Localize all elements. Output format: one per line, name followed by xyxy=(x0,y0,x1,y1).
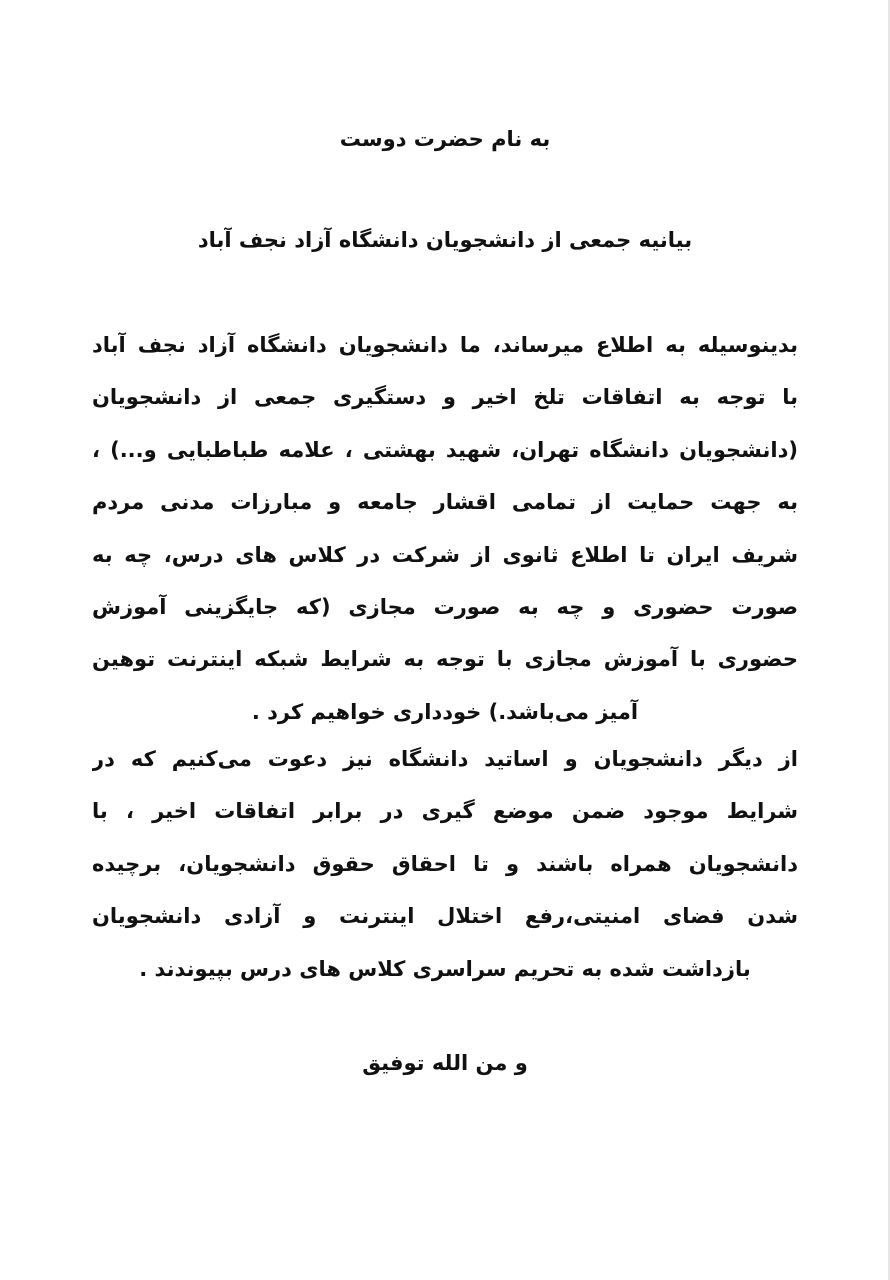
text-line: شریف ایران تا اطلاع ثانوی از شرکت در کلاس های درس، چه به xyxy=(92,542,798,567)
text-line: بدینوسیله به اطلاع میرساند، ما دانشجویان دانشگاه آزاد نجف آباد xyxy=(92,333,798,357)
paragraph-2 xyxy=(92,733,798,995)
closing-line: و من الله توفیق xyxy=(362,1051,528,1075)
salutation-heading: به نام حضرت دوست xyxy=(339,127,551,151)
text-line: با توجه به اتفاقات تلخ اخیر و دستگیری جمعی از دانشجویان xyxy=(92,385,798,410)
text-line: از دیگر دانشجویان و اساتید دانشگاه نیز دعوت می‌کنیم که در xyxy=(92,747,798,771)
text-line: حضوری با آموزش مجازی با توجه به شرایط شبکه اینترنت توهین xyxy=(92,647,798,672)
text-line: آمیز می‌باشد.) خودداری خواهیم کرد . xyxy=(251,699,639,724)
text-line: شدن فضای امنیتی،رفع اختلال اینترنت و آزادی دانشجویان xyxy=(92,904,798,929)
text-line: (دانشجویان دانشگاه تهران، شهید بهشتی ، علامه طباطبایی و...) ، xyxy=(92,437,798,462)
text-line: صورت حضوری و چه به صورت مجازی (که جایگزینی آموزش xyxy=(92,594,798,619)
text-line: بازداشت شده به تحریم سراسری کلاس های درس بپیوندند . xyxy=(139,956,751,981)
text-line: دانشجویان همراه باشند و تا احقاق حقوق دانشجویان، برچیده xyxy=(92,851,798,876)
paragraph-1 xyxy=(92,319,798,738)
text-line: شرایط موجود ضمن موضع گیری در برابر اتفاقات اخیر ، با xyxy=(92,799,798,824)
text-line: به جهت حمایت از تمامی اقشار جامعه و مبارزات مدنی مردم xyxy=(92,490,798,515)
statement-title: بیانیه جمعی از دانشجویان دانشگاه آزاد نجف آباد xyxy=(197,228,693,252)
